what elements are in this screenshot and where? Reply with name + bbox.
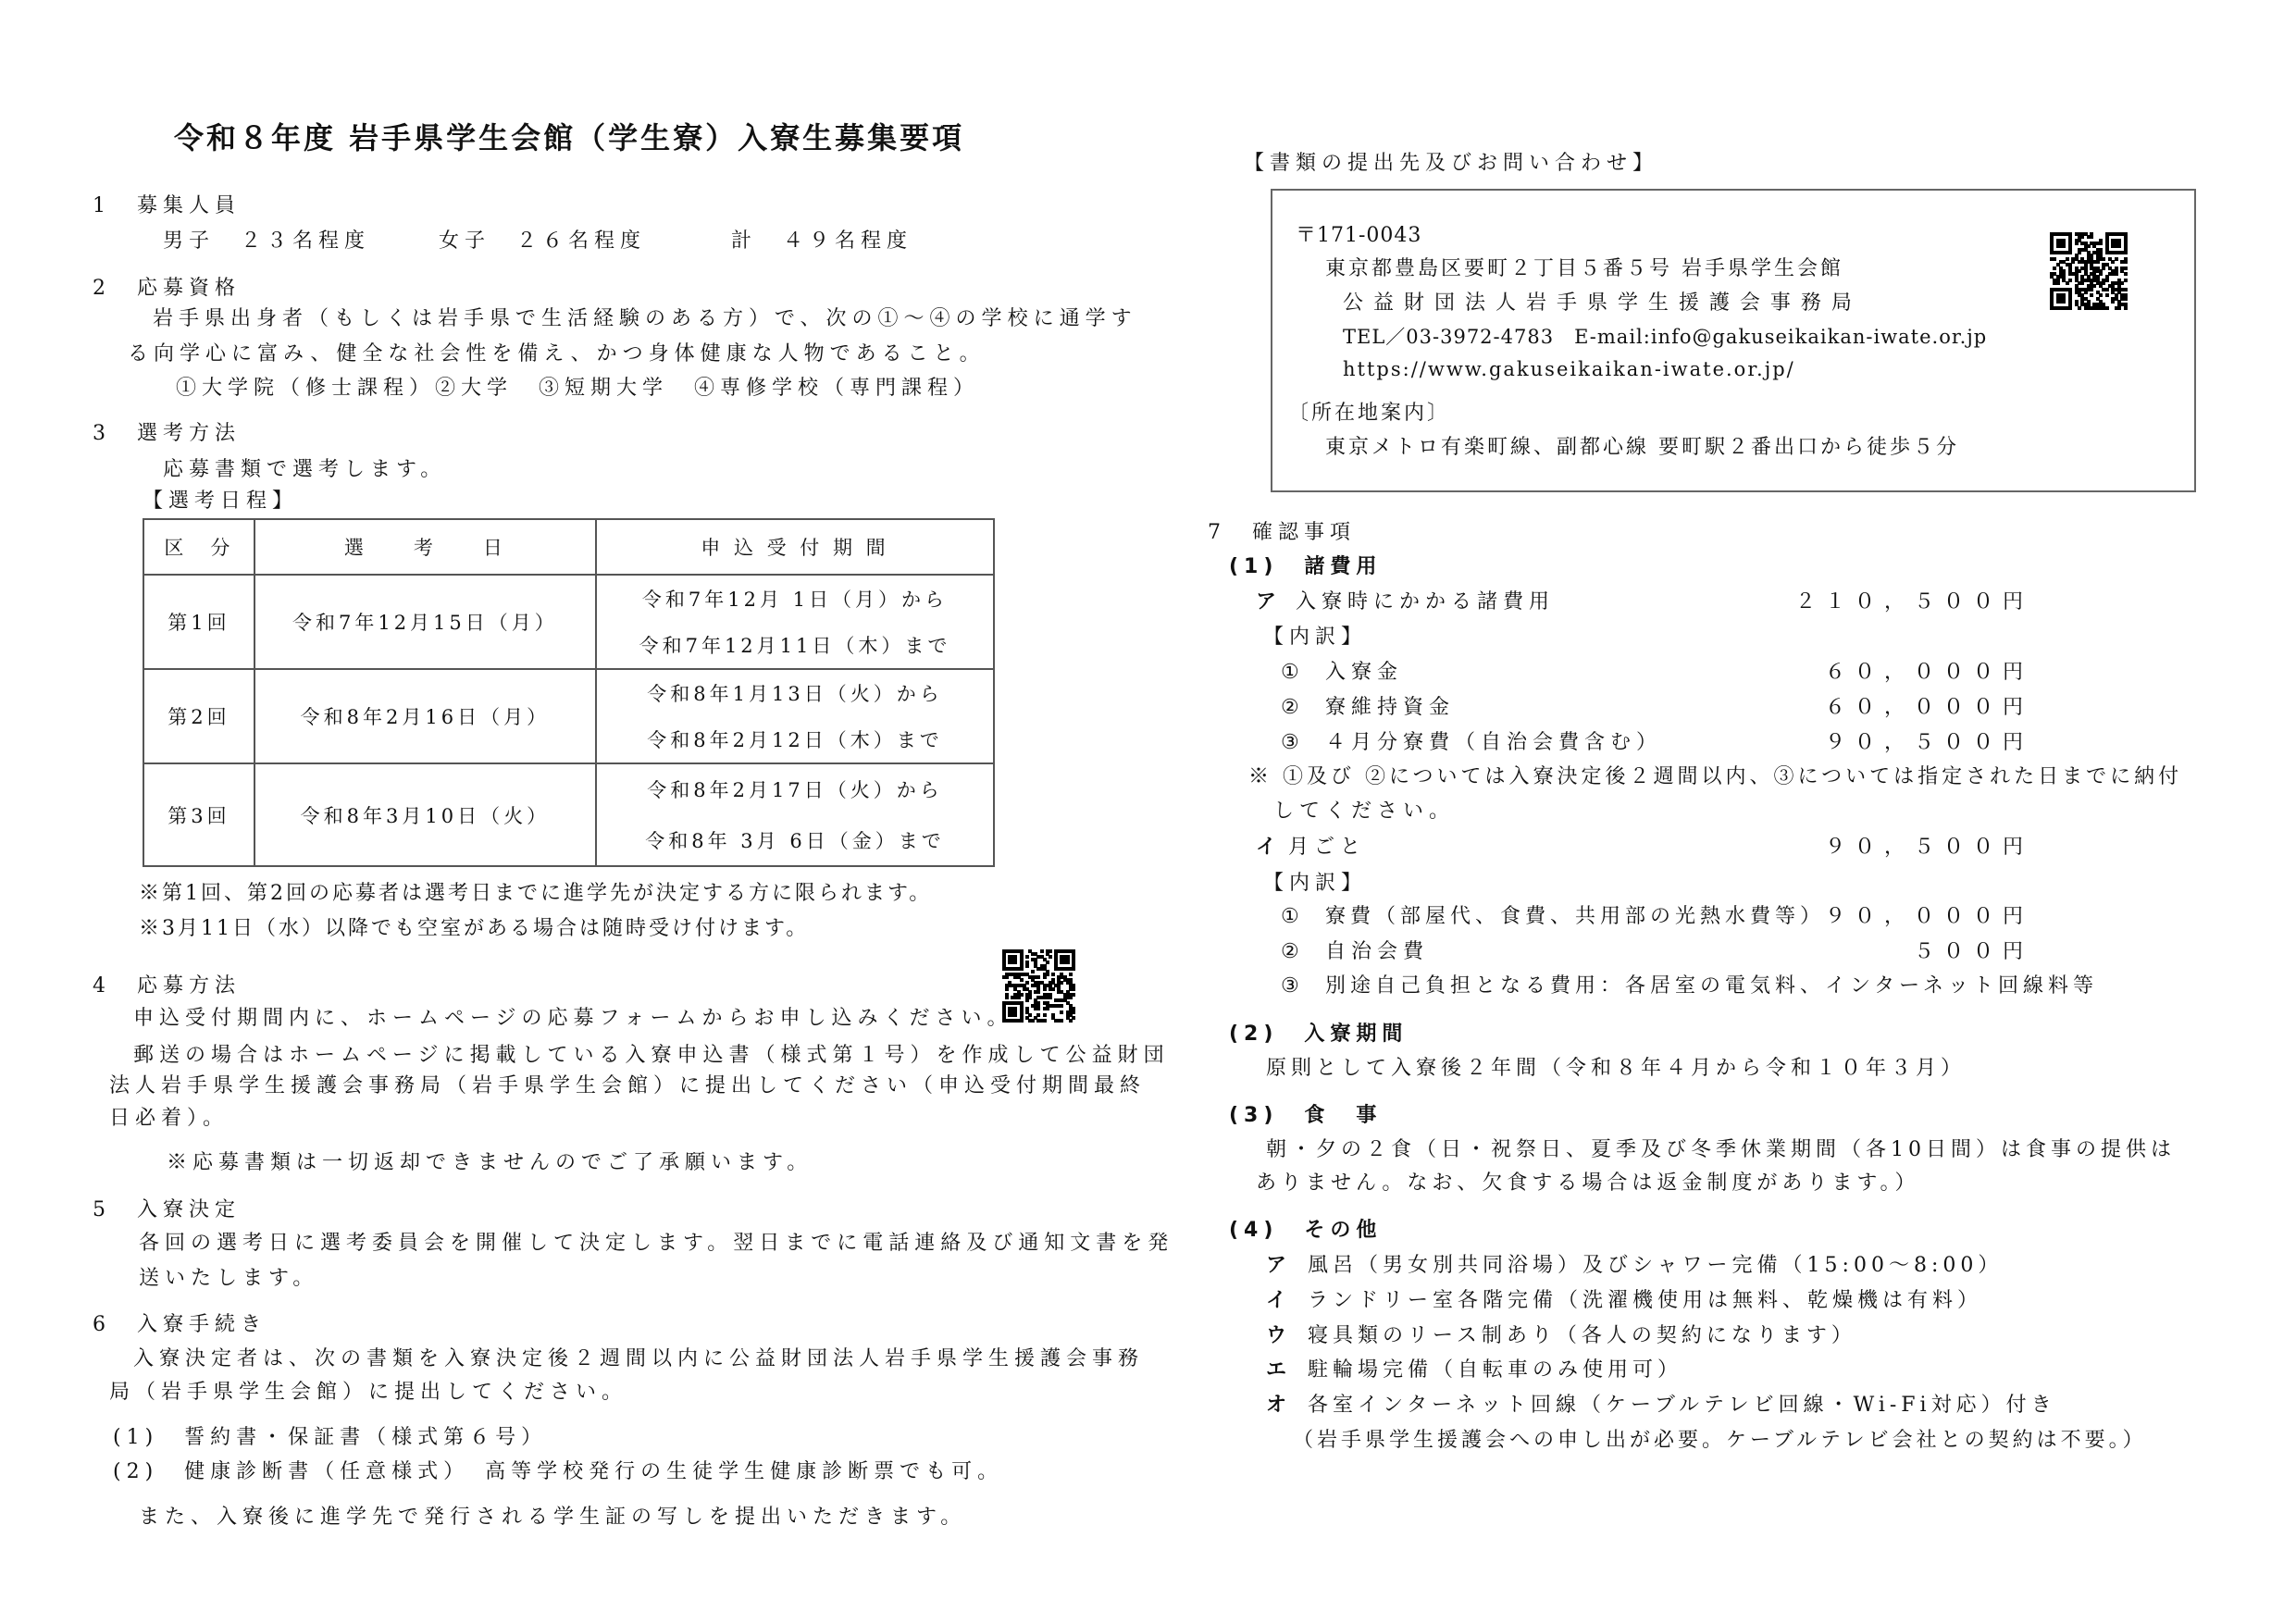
application-line-1: 申込受付期間内に、ホームページの応募フォームからお申し込みください。 <box>133 1007 1013 1030</box>
qr-module <box>1043 1019 1047 1023</box>
qr-module <box>1025 964 1029 968</box>
table-row <box>143 669 994 763</box>
other-heading: (4) その他 <box>1229 1219 1383 1242</box>
fees-b-label: イ <box>1256 836 1283 859</box>
application-form-qr-code[interactable] <box>1002 949 1074 1022</box>
qr-module <box>1049 996 1052 999</box>
qr-module <box>1060 1010 1063 1014</box>
fee-item-amount: ６０，０００円 <box>1824 661 2032 684</box>
period-from: 令和8年2月17日（火）から <box>647 779 943 802</box>
decision-line-1: 各回の選考日に選考委員会を開催して決定します。翌日までに電話連絡及び通知文書を発 <box>139 1232 1174 1255</box>
meals-line-2: ありません。なお、欠食する場合は返金制度があります。） <box>1256 1172 1920 1195</box>
contact-heading: 【書類の提出先及びお問い合わせ】 <box>1244 152 1659 175</box>
other-item-text: 各室インターネット回線（ケーブルテレビ回線・Wi-Fi対応）付き <box>1308 1394 2056 1417</box>
application-line-4: 日必着）。 <box>109 1107 230 1130</box>
qr-module <box>2111 300 2115 304</box>
fee-item-text: 寮費（部屋代、食費、共用部の光熱水費等） <box>1325 905 1826 928</box>
procedure-line-2: 局（岩手県学生会館）に提出してください。 <box>109 1381 628 1404</box>
qr-module <box>1069 973 1073 976</box>
qr-module <box>2090 293 2093 297</box>
qr-module <box>2124 297 2128 301</box>
quota-female: 女子 ２６名程度 <box>439 229 647 253</box>
qr-module <box>2105 293 2109 297</box>
table-header-row <box>143 519 994 575</box>
fees-a-amount: ２１０，５００円 <box>1794 590 2032 614</box>
qr-module <box>2124 306 2128 310</box>
qr-module <box>2111 260 2115 264</box>
organization-name: 公 益 財 団 法 人 岩 手 県 学 生 援 護 会 事 務 局 <box>1343 291 1854 315</box>
fees-heading: (1) 諸費用 <box>1229 555 1383 578</box>
period-from: 令和7年12月 1日（月）から <box>641 589 949 611</box>
fee-item-num: ③ <box>1281 731 1305 754</box>
qr-module <box>2117 244 2121 248</box>
other-item-label: エ <box>1266 1358 1293 1382</box>
breakdown-label: 【内訳】 <box>1263 626 1368 649</box>
qr-module <box>2056 281 2060 285</box>
qr-module <box>1031 970 1035 973</box>
fee-item-num: ③ <box>1281 974 1305 998</box>
fee-item-text: ４月分寮費（自治会費含む） <box>1325 731 1663 754</box>
qr-module <box>2115 272 2118 276</box>
other-item-label: ウ <box>1266 1324 1293 1347</box>
qr-module <box>2062 300 2066 304</box>
date-cell: 令和8年3月10日（火） <box>254 763 596 866</box>
eligibility-line-2: る向学心に富み、健全な社会性を備え、かつ身体健康な人物であること。 <box>128 342 986 366</box>
section-4-heading: 4 応募方法 <box>93 974 241 998</box>
eligibility-line-1: 岩手県出身者（もしくは岩手県で生活経験のある方）で、次の①～④の学校に通学す <box>153 307 1137 330</box>
qr-module <box>2099 242 2103 245</box>
table-row <box>143 763 994 866</box>
fee-item-text: 寮維持資金 <box>1325 696 1456 719</box>
fee-item-num: ② <box>1281 940 1305 963</box>
section-3-heading: 3 選考方法 <box>93 422 241 445</box>
period-cell <box>596 669 994 763</box>
qr-module <box>2102 257 2105 261</box>
application-line-2: 郵送の場合はホームページに掲載している入寮申込書（様式第１号）を作成して公益財団 <box>133 1044 1170 1067</box>
qr-module <box>1013 961 1017 964</box>
header-round: 区 分 <box>143 519 254 575</box>
qr-module <box>2080 281 2084 285</box>
period-to: 令和8年2月12日（木）まで <box>647 729 943 751</box>
qr-module <box>2075 242 2079 245</box>
period-cell <box>596 575 994 669</box>
other-item-label: オ <box>1266 1394 1293 1417</box>
other-item-text: 寝具類のリース制あり（各人の契約になります） <box>1308 1324 1856 1347</box>
website-link[interactable]: https://www.gakuseikaikan-iwate.or.jp/ <box>1343 358 1795 380</box>
section-6-heading: 6 入寮手続き <box>93 1313 267 1336</box>
other-item-text: ランドリー室各階完備（洗濯機使用は無料、乾燥機は有料） <box>1308 1289 1983 1312</box>
eligibility-schools: ①大学院（修士課程）②大学 ③短期大学 ④専修学校（専門課程） <box>176 377 980 400</box>
fee-item-text: 自治会費 <box>1325 940 1430 963</box>
qr-module <box>1051 987 1055 991</box>
fees-a-text: 入寮時にかかる諸費用 <box>1296 590 1556 614</box>
qr-module <box>2124 272 2128 276</box>
breakdown-label: 【内訳】 <box>1263 872 1368 895</box>
qr-module <box>1043 1013 1047 1017</box>
location-label: 〔所在地案内〕 <box>1288 402 1451 425</box>
procedure-note: また、入寮後に進学先で発行される学生証の写しを提出いただきます。 <box>139 1506 967 1529</box>
round-cell: 第2回 <box>143 669 254 763</box>
qr-module <box>2053 257 2056 261</box>
qr-module <box>1072 967 1075 971</box>
qr-module <box>2096 260 2100 264</box>
other-item-label: イ <box>1266 1289 1293 1312</box>
other-item-text: 風呂（男女別共同浴場）及びシャワー完備（15:00～8:00） <box>1308 1254 2004 1277</box>
header-period: 申 込 受 付 期 間 <box>596 519 994 575</box>
tel-email[interactable]: TEL／03-3972-4783 E-mail:info@gakuseikaikan-iwate.or.jp <box>1343 326 1988 348</box>
qr-module <box>1036 990 1040 994</box>
selection-method: 応募書類で選考します。 <box>163 458 447 481</box>
qr-module <box>1020 978 1024 982</box>
qr-module <box>1043 975 1047 979</box>
round-cell: 第1回 <box>143 575 254 669</box>
procedure-item-1: (1) 誓約書・保証書（様式第６号） <box>113 1426 548 1449</box>
round-cell: 第3回 <box>143 763 254 866</box>
qr-module <box>1043 987 1047 991</box>
date-cell: 令和7年12月15日（月） <box>254 575 596 669</box>
qr-module <box>1013 1013 1017 1017</box>
application-line-3: 法人岩手県学生援護会事務局（岩手県学生会館）に提出してください（申込受付期間最終 <box>109 1074 1147 1097</box>
qr-module <box>1051 973 1055 976</box>
qr-module <box>1025 998 1029 1002</box>
table-row <box>143 575 994 669</box>
access-info: 東京メトロ有楽町線、副都心線 要町駅２番出口から徒歩５分 <box>1325 436 1959 459</box>
procedure-line-1: 入寮決定者は、次の書類を入寮決定後２週間以内に公益財団法人岩手県学生援護会事務 <box>133 1347 1145 1370</box>
qr-module <box>2066 281 2069 285</box>
meals-line-1: 朝・夕の２食（日・祝祭日、夏季及び冬季休業期間（各10日間）は食事の提供は <box>1266 1138 2176 1161</box>
meals-heading: (3) 食 事 <box>1229 1104 1383 1127</box>
website-qr-code[interactable] <box>2050 232 2127 310</box>
qr-module <box>2124 251 2128 254</box>
fee-item-amount: ６０，０００円 <box>1824 696 2032 719</box>
other-note: （岩手県学生援護会への申し出が必要。ケーブルテレビ会社との契約は不要。） <box>1293 1429 2147 1452</box>
application-note: ※応募書類は一切返却できませんのでご了承願います。 <box>167 1151 813 1174</box>
qr-module <box>1017 996 1021 999</box>
qr-module <box>1005 975 1009 979</box>
fees-b-text: 月ごと <box>1288 836 1367 859</box>
period-heading: (2) 入寮期間 <box>1229 1023 1409 1046</box>
fee-item-amount: ５００円 <box>1913 940 2032 963</box>
period-to: 令和7年12月11日（木）まで <box>639 635 951 657</box>
fee-item-amount: ９０，０００円 <box>1824 905 2032 928</box>
qr-module <box>2053 267 2056 270</box>
quota-male: 男子 ２３名程度 <box>163 229 371 253</box>
qr-module <box>1025 955 1029 959</box>
qr-module <box>1036 1007 1040 1010</box>
qr-module <box>1020 1019 1024 1023</box>
other-item-text: 駐輪場完備（自転車のみ使用可） <box>1308 1358 1683 1382</box>
fees-note-1: ※ ①及び ②については入寮決定後２週間以内、③については指定された日までに納付 <box>1248 765 2183 788</box>
quota-total: 計 ４９名程度 <box>731 229 913 253</box>
date-cell: 令和8年2月16日（月） <box>254 669 596 763</box>
qr-module <box>2117 306 2121 310</box>
fees-b-amount: ９０，５００円 <box>1824 836 2032 859</box>
fee-item-num: ① <box>1281 661 1305 684</box>
fee-item-text: 別途自己負担となる費用：各居室の電気料、インターネット回線料等 <box>1325 974 2099 998</box>
fee-item-num: ① <box>1281 905 1305 928</box>
qr-module <box>1072 987 1075 991</box>
period-body: 原則として入寮後２年間（令和８年４月から令和１０年３月） <box>1266 1057 1967 1080</box>
qr-module <box>1031 1019 1035 1023</box>
section-1-heading: 1 募集人員 <box>93 194 241 217</box>
schedule-label: 【選考日程】 <box>143 490 299 513</box>
qr-module <box>1005 996 1009 999</box>
schedule-note-1: ※第1回、第2回の応募者は選考日までに進学先が決定する方に限られます。 <box>139 882 933 905</box>
qr-module <box>1049 955 1052 959</box>
qr-module <box>2068 251 2072 254</box>
qr-module <box>2124 288 2128 291</box>
qr-module <box>1020 967 1024 971</box>
procedure-item-2: (2) 健康診断書（任意様式） 高等学校発行の生徒学生健康診断票でも可。 <box>113 1460 1004 1483</box>
period-cell <box>596 763 994 866</box>
fee-item-text: 入寮金 <box>1325 661 1404 684</box>
period-to: 令和8年 3月 6日（金）まで <box>645 829 945 852</box>
qr-module <box>2124 260 2128 264</box>
postal-code: 〒171-0043 <box>1296 224 1422 247</box>
schedule-note-2: ※3月11日（水）以降でも空室がある場合は随時受け付けます。 <box>139 917 810 940</box>
qr-module <box>1036 975 1040 979</box>
qr-module <box>1046 1007 1049 1010</box>
fees-a-label: ア <box>1256 590 1283 614</box>
section-7-heading: 7 確認事項 <box>1208 521 1356 544</box>
qr-module <box>2090 235 2093 239</box>
qr-module <box>1069 1019 1073 1023</box>
fee-item-num: ② <box>1281 696 1305 719</box>
qr-module <box>1060 1019 1063 1023</box>
section-2-heading: 2 応募資格 <box>93 277 241 300</box>
header-date: 選 考 日 <box>254 519 596 575</box>
other-item-label: ア <box>1266 1254 1293 1277</box>
qr-module <box>2068 306 2072 310</box>
schedule-table <box>143 518 995 867</box>
qr-module <box>1069 996 1073 999</box>
qr-module <box>1005 987 1009 991</box>
qr-module <box>2090 288 2093 291</box>
qr-module <box>1040 949 1044 953</box>
address: 東京都豊島区要町２丁目５番５号 岩手県学生会館 <box>1325 257 1843 280</box>
section-5-heading: 5 入寮決定 <box>93 1198 241 1221</box>
decision-line-2: 送いたします。 <box>139 1267 319 1290</box>
qr-module <box>2062 244 2066 248</box>
qr-module <box>2078 306 2081 310</box>
fee-item-amount: ９０，５００円 <box>1824 731 2032 754</box>
qr-module <box>1060 1004 1063 1008</box>
period-from: 令和8年1月13日（火）から <box>647 683 943 705</box>
page-title: 令和８年度 岩手県学生会館（学生寮）入寮生募集要項 <box>174 120 965 155</box>
qr-module <box>1066 961 1070 964</box>
qr-module <box>2105 306 2109 310</box>
fees-note-2: してください。 <box>1273 800 1456 823</box>
qr-module <box>2105 288 2109 291</box>
